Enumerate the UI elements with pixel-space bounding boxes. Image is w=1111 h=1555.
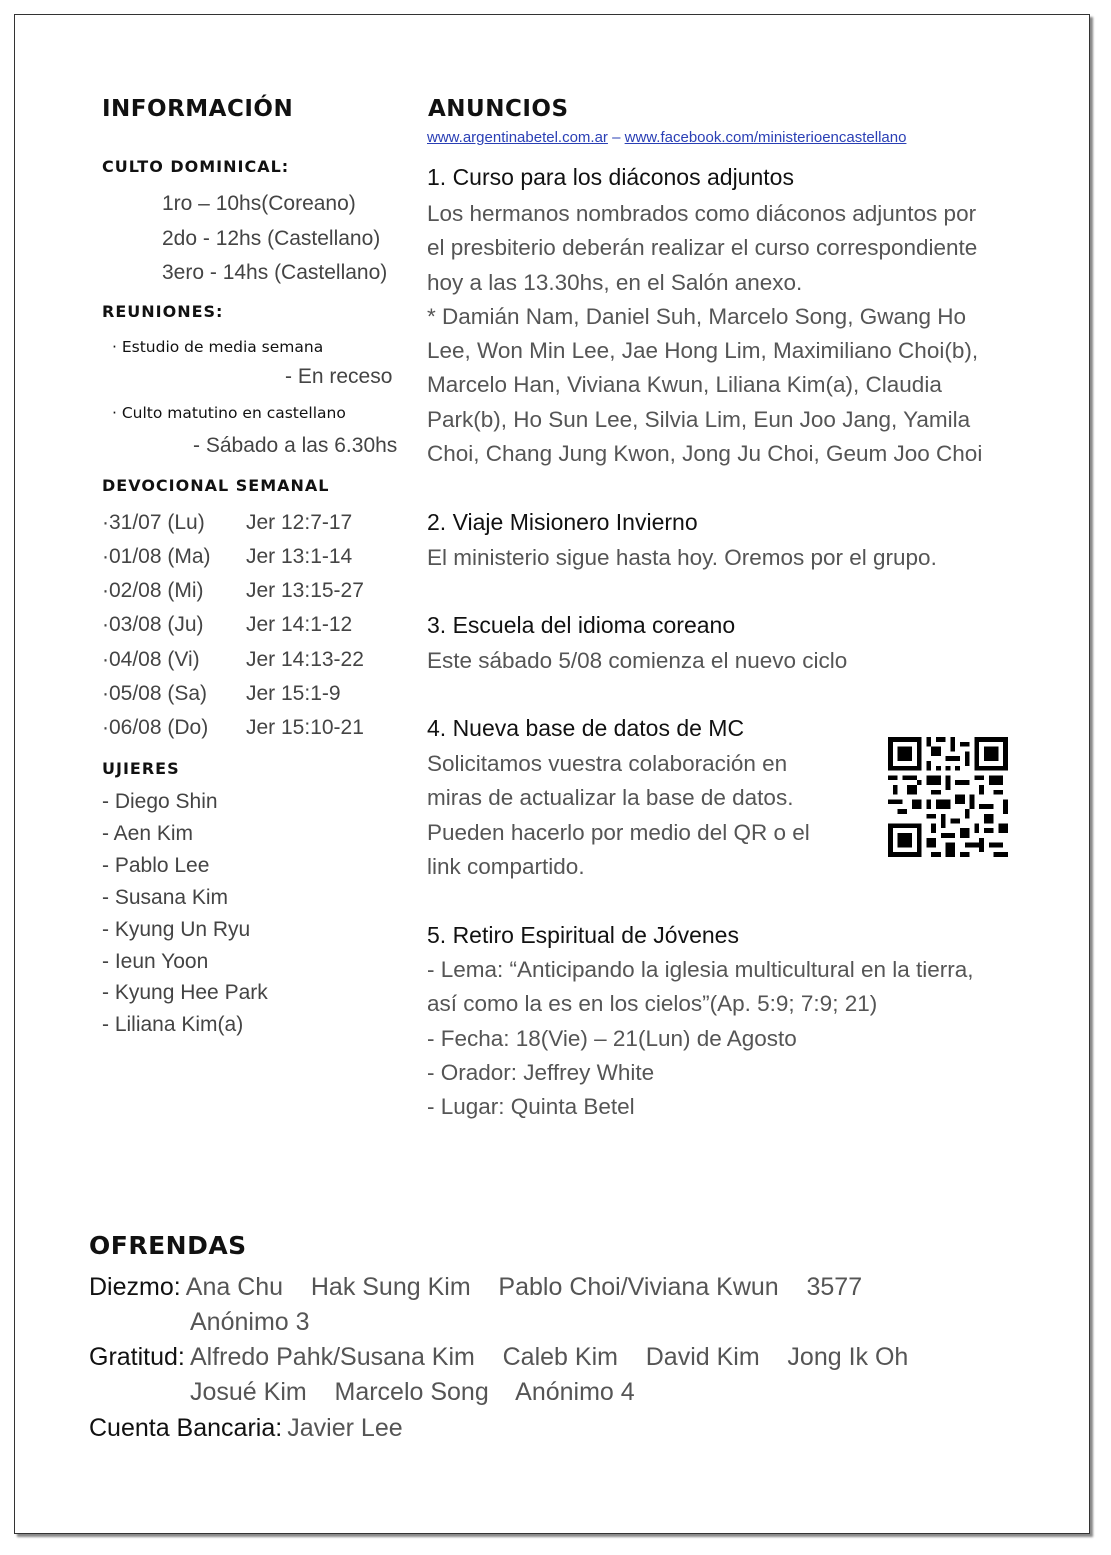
ujier-item: - Liliana Kim(a) <box>102 1013 244 1036</box>
cuenta-label: Cuenta Bancaria: <box>89 1414 283 1442</box>
website-link[interactable]: www.argentinabetel.com.ar <box>427 129 608 146</box>
announcement-title: 1. Curso para los diáconos adjuntos <box>427 164 794 190</box>
diezmo-value: Anónimo 3 <box>190 1308 310 1336</box>
facebook-link[interactable]: www.facebook.com/ministerioencastellano <box>624 129 907 146</box>
culto-item: 2do - 12hs (Castellano) <box>162 227 381 250</box>
announcement-line: miras de actualizar la base de datos. <box>427 785 794 811</box>
info-title: INFORMACIÓN <box>102 96 294 122</box>
reuniones-title: REUNIONES: <box>102 302 224 321</box>
ujieres-title: UJIERES <box>102 759 180 778</box>
announcement-line: - Lema: “Anticipando la iglesia multicultural en la tierra, <box>427 957 974 982</box>
announcement-title: 3. Escuela del idioma coreano <box>427 612 736 638</box>
announcement-body <box>427 953 974 1124</box>
announcement-line: - Fecha: 18(Vie) – 21(Lun) de Agosto <box>427 1025 797 1051</box>
devocional-day: ·05/08 (Sa) <box>102 682 208 705</box>
reunion-detail: - Sábado a las 6.30hs <box>193 434 398 457</box>
announcement-line: - Orador: Jeffrey White <box>427 1059 655 1085</box>
diezmo-value: Ana Chu Hak Sung Kim Pablo Choi/Viviana Kwun 3577 <box>185 1273 863 1301</box>
announcement-title: 5. Retiro Espiritual de Jóvenes <box>427 922 739 948</box>
devocional-day: ·06/08 (Do) <box>102 716 209 739</box>
announcement-line: Marcelo Han, Viviana Kwun, Liliana Kim(a), Claudia <box>427 372 942 398</box>
announcement-line: Choi, Chang Jung Kwon, Jong Ju Choi, Geum Joo Choi <box>427 441 983 467</box>
announcement-line: Este sábado 5/08 comienza el nuevo ciclo <box>427 648 848 673</box>
ujier-item: - Aen Kim <box>102 822 194 845</box>
diezmo-row <box>89 1273 862 1302</box>
announcement-line: así como la es en los cielos”(Ap. 5:9; 7:9; 21) <box>427 991 878 1017</box>
cuenta-row <box>89 1414 403 1443</box>
announcement-line: el presbiterio deberán realizar el curso correspondiente <box>427 235 978 261</box>
announcement-body <box>427 747 810 884</box>
announcement-line: Solicitamos vuestra colaboración en <box>427 751 788 776</box>
devocional-ref: Jer 14:1-12 <box>246 613 353 636</box>
culto-title: CULTO DOMINICAL: <box>102 157 290 176</box>
reunion-detail: - En receso <box>285 365 393 388</box>
ujier-item: - Pablo Lee <box>102 854 210 877</box>
devocional-ref: Jer 15:10-21 <box>246 716 364 739</box>
devocional-ref: Jer 14:13-22 <box>246 648 364 671</box>
announcement-body <box>427 197 982 471</box>
announcement-line: * Damián Nam, Daniel Suh, Marcelo Song, Gwang Ho <box>427 303 967 329</box>
announcement-line: Lee, Won Min Lee, Jae Hong Lim, Maximiliano Choi(b), <box>427 338 979 364</box>
reunion-name: · Estudio de media semana <box>112 338 324 356</box>
devocional-ref: Jer 13:15-27 <box>246 579 364 602</box>
links-line <box>427 129 906 146</box>
devocional-day: ·03/08 (Ju) <box>102 613 204 636</box>
ujier-item: - Ieun Yoon <box>102 950 209 973</box>
announcement-line: - Lugar: Quinta Betel <box>427 1094 635 1120</box>
devocional-ref: Jer 15:1-9 <box>246 682 341 705</box>
devocional-ref: Jer 13:1-14 <box>246 545 353 568</box>
cuenta-value: Javier Lee <box>287 1414 403 1442</box>
devocional-title: DEVOCIONAL SEMANAL <box>102 476 330 495</box>
devocional-ref: Jer 12:7-17 <box>246 511 353 534</box>
diezmo-label: Diezmo: <box>89 1273 181 1301</box>
culto-item: 3ero - 14hs (Castellano) <box>162 261 388 284</box>
announcement-line: Pueden hacerlo por medio del QR o el <box>427 819 810 845</box>
ujier-item: - Susana Kim <box>102 886 229 909</box>
gratitud-label: Gratitud: <box>89 1343 185 1371</box>
reunion-name: · Culto matutino en castellano <box>112 404 346 422</box>
ofrendas-title: OFRENDAS <box>89 1231 247 1260</box>
gratitud-row <box>89 1343 908 1372</box>
announcement-body <box>427 644 847 678</box>
announcement-line: link compartido. <box>427 853 585 879</box>
qr-code-icon[interactable] <box>888 737 1008 857</box>
announcement-line: Park(b), Ho Sun Lee, Silvia Lim, Eun Joo Jang, Yamila <box>427 406 971 432</box>
announcement-title: 2. Viaje Misionero Invierno <box>427 509 698 535</box>
ujier-item: - Kyung Hee Park <box>102 981 268 1004</box>
link-separator: – <box>607 129 625 146</box>
devocional-day: ·02/08 (Mi) <box>102 579 204 602</box>
devocional-day: ·04/08 (Vi) <box>102 648 200 671</box>
gratitud-value: Alfredo Pahk/Susana Kim Caleb Kim David Kim Jong Ik Oh <box>189 1343 909 1371</box>
ujier-item: - Kyung Un Ryu <box>102 918 251 941</box>
culto-item: 1ro – 10hs(Coreano) <box>162 192 356 215</box>
devocional-day: ·01/08 (Ma) <box>102 545 211 568</box>
announcement-line: Los hermanos nombrados como diáconos adjuntos por <box>427 201 977 226</box>
ujier-item: - Diego Shin <box>102 790 218 813</box>
anuncios-title: ANUNCIOS <box>428 96 569 122</box>
devocional-day: ·31/07 (Lu) <box>102 511 205 534</box>
gratitud-value: Josué Kim Marcelo Song Anónimo 4 <box>190 1378 635 1406</box>
announcement-line: hoy a las 13.30hs, en el Salón anexo. <box>427 269 803 295</box>
announcement-title: 4. Nueva base de datos de MC <box>427 715 745 741</box>
announcement-body <box>427 541 937 575</box>
announcement-line: El ministerio sigue hasta hoy. Oremos por el grupo. <box>427 545 937 570</box>
